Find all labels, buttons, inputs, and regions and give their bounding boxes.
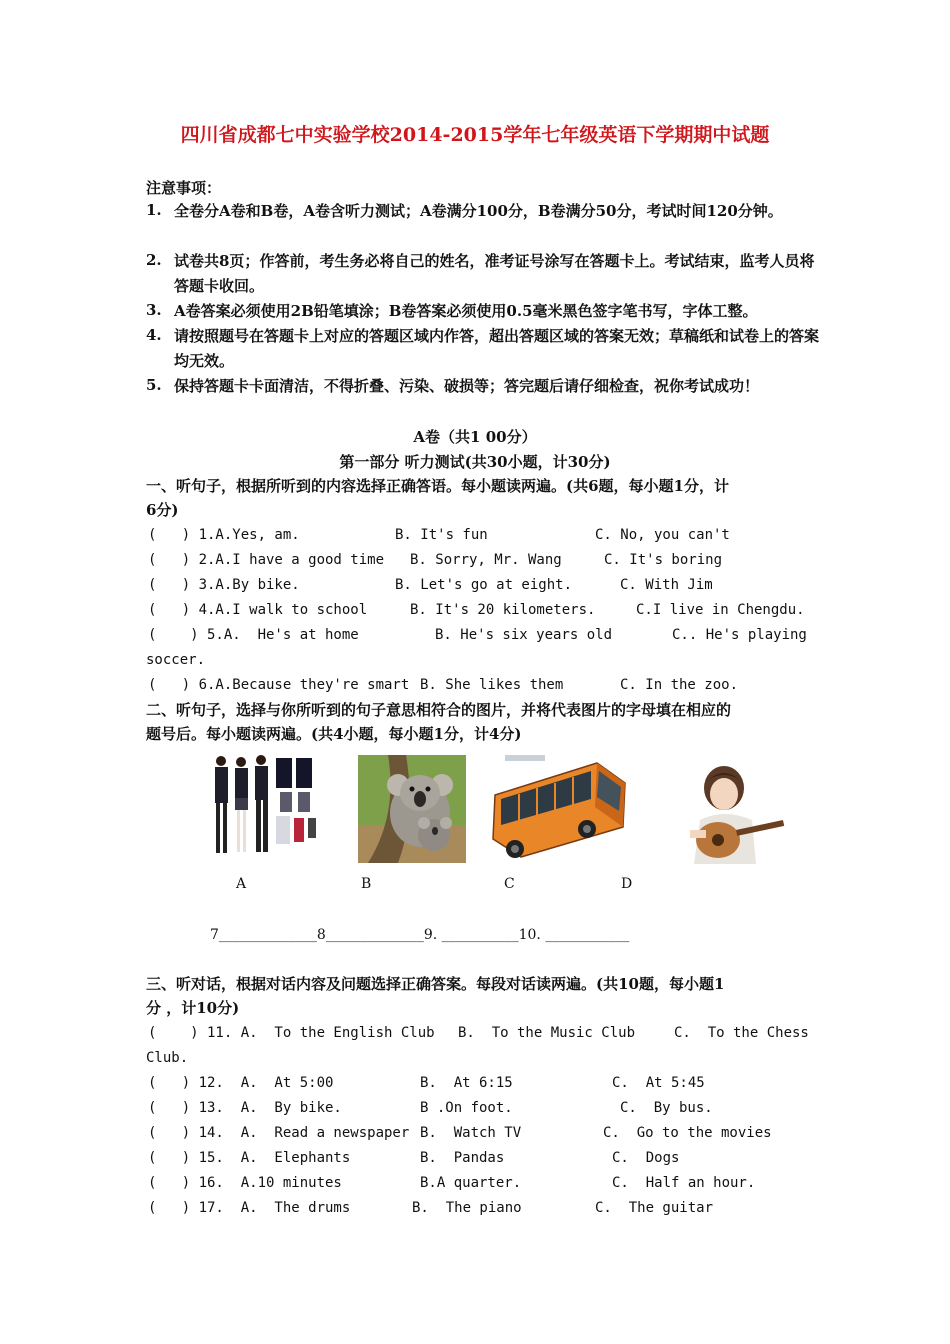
note-text: A卷答案必须使用2B铅笔填涂；B卷答案必须使用0.5毫米黑色签字笔书写，字体工整。 xyxy=(174,302,758,320)
option-b: B. At 6:15 xyxy=(420,1075,513,1091)
note-text: 全卷分A卷和B卷，A卷含听力测试；A卷满分100分，B卷满分50分，考试时间120分钟。 xyxy=(174,202,783,220)
option-b: B. It's 20 kilometers. xyxy=(410,602,596,618)
option-c: C. Half an hour. xyxy=(612,1175,756,1191)
question-stem: ( ) 3.A.By bike. xyxy=(148,577,300,593)
part1-heading: 第一部分 听力测试(共30小题，计30分) xyxy=(339,453,611,471)
option-b: B. It's fun xyxy=(395,527,488,543)
option-b: B. He's six years old xyxy=(435,627,613,643)
note-number: 3. xyxy=(146,301,162,319)
picture-label-b: B xyxy=(361,876,372,892)
note-text: 试卷共8页；作答前，考生务必将自己的姓名，准考证号涂写在答题卡上。考试结束，监考人员将答题卡收回。 xyxy=(174,252,815,295)
notes-heading: 注意事项： xyxy=(146,179,222,197)
section3-instruction: 三、听对话，根据对话内容及问题选择正确答案。每段对话读两遍。(共10题，每小题1 xyxy=(146,975,725,993)
option-b: B. Watch TV xyxy=(420,1125,522,1141)
question-stem: ( ) 15. A. Elephants xyxy=(148,1150,351,1166)
section2-instruction: 二、听句子，选择与你所听到的句子意思相符合的图片，并将代表图片的字母填在相应的 xyxy=(146,701,732,719)
bus-picture xyxy=(487,755,632,865)
section1-instruction-cont: 6分) xyxy=(146,501,179,519)
option-c-wrap: soccer. xyxy=(146,652,206,668)
option-c: C. No, you can't xyxy=(595,527,730,543)
option-b: B. To the Music Club xyxy=(458,1025,636,1041)
option-b: B. Let's go at eight. xyxy=(395,577,573,593)
question-stem: ( ) 13. A. By bike. xyxy=(148,1100,342,1116)
note-number: 2. xyxy=(146,251,162,269)
option-c: C. It's boring xyxy=(604,552,723,568)
question-stem: ( ) 4.A.I walk to school xyxy=(148,602,368,618)
option-c: C. Go to the movies xyxy=(603,1125,772,1141)
picture-label-c: C xyxy=(504,876,515,892)
option-b: B. Sorry, Mr. Wang xyxy=(410,552,562,568)
section1-instruction: 一、听句子，根据所听到的内容选择正确答语。每小题读两遍。(共6题，每小题1分，计 xyxy=(146,477,729,495)
option-b: B.A quarter. xyxy=(420,1175,522,1191)
option-c: C. Dogs xyxy=(612,1150,680,1166)
note-number: 4. xyxy=(146,326,162,344)
answer-blanks: 7______________8______________9. ___________10. ____________ xyxy=(210,927,630,943)
picture-label-d: D xyxy=(621,876,633,892)
exam-title: 四川省成都七中实验学校2014-2015学年七年级英语下学期期中试题 xyxy=(180,124,770,146)
option-b: B. Pandas xyxy=(420,1150,505,1166)
question-stem: ( ) 14. A. Read a newspaper xyxy=(148,1125,410,1141)
koala-picture xyxy=(358,755,466,863)
guitar-boy-picture xyxy=(660,760,788,864)
note-text: 保持答题卡卡面清洁，不得折叠、污染、破损等；答完题后请仔细检查，祝你考试成功！ xyxy=(174,377,760,395)
question-stem: ( ) 6.A.Because they're smart xyxy=(148,677,410,693)
option-c: C.. He's playing xyxy=(672,627,807,643)
option-c: C. With Jim xyxy=(620,577,713,593)
question-stem: ( ) 11. A. To the English Club xyxy=(148,1025,435,1041)
option-c: C. By bus. xyxy=(620,1100,713,1116)
option-b: B .On foot. xyxy=(420,1100,513,1116)
question-stem: ( ) 17. A. The drums xyxy=(148,1200,351,1216)
option-b: B. She likes them xyxy=(420,677,564,693)
picture-label-a: A xyxy=(236,876,247,892)
section2-instruction-cont: 题号后。每小题读两遍。(共4小题，每小题1分，计4分) xyxy=(146,725,522,743)
note-number: 5. xyxy=(146,376,162,394)
option-b: B. The piano xyxy=(412,1200,522,1216)
option-c: C. The guitar xyxy=(595,1200,714,1216)
option-c: C.I live in Chengdu. xyxy=(636,602,805,618)
question-stem: ( ) 5.A. He's at home xyxy=(148,627,359,643)
note-text: 请按照题号在答题卡上对应的答题区域内作答，超出答题区域的答案无效；草稿纸和试卷上的答案均无效。 xyxy=(174,327,820,370)
option-c: C. At 5:45 xyxy=(612,1075,705,1091)
note-number: 1. xyxy=(146,201,162,219)
section3-instruction-cont: 分 ，计10分) xyxy=(146,999,240,1017)
question-stem: ( ) 12. A. At 5:00 xyxy=(148,1075,334,1091)
question-stem: ( ) 1.A.Yes, am. xyxy=(148,527,300,543)
uniforms-picture xyxy=(210,752,325,864)
option-c: C. In the zoo. xyxy=(620,677,739,693)
option-c-wrap: Club. xyxy=(146,1050,189,1066)
question-stem: ( ) 2.A.I have a good time xyxy=(148,552,385,568)
volume-a-heading: A卷（共1 00分） xyxy=(413,428,537,446)
option-c: C. To the Chess xyxy=(674,1025,809,1041)
question-stem: ( ) 16. A.10 minutes xyxy=(148,1175,342,1191)
